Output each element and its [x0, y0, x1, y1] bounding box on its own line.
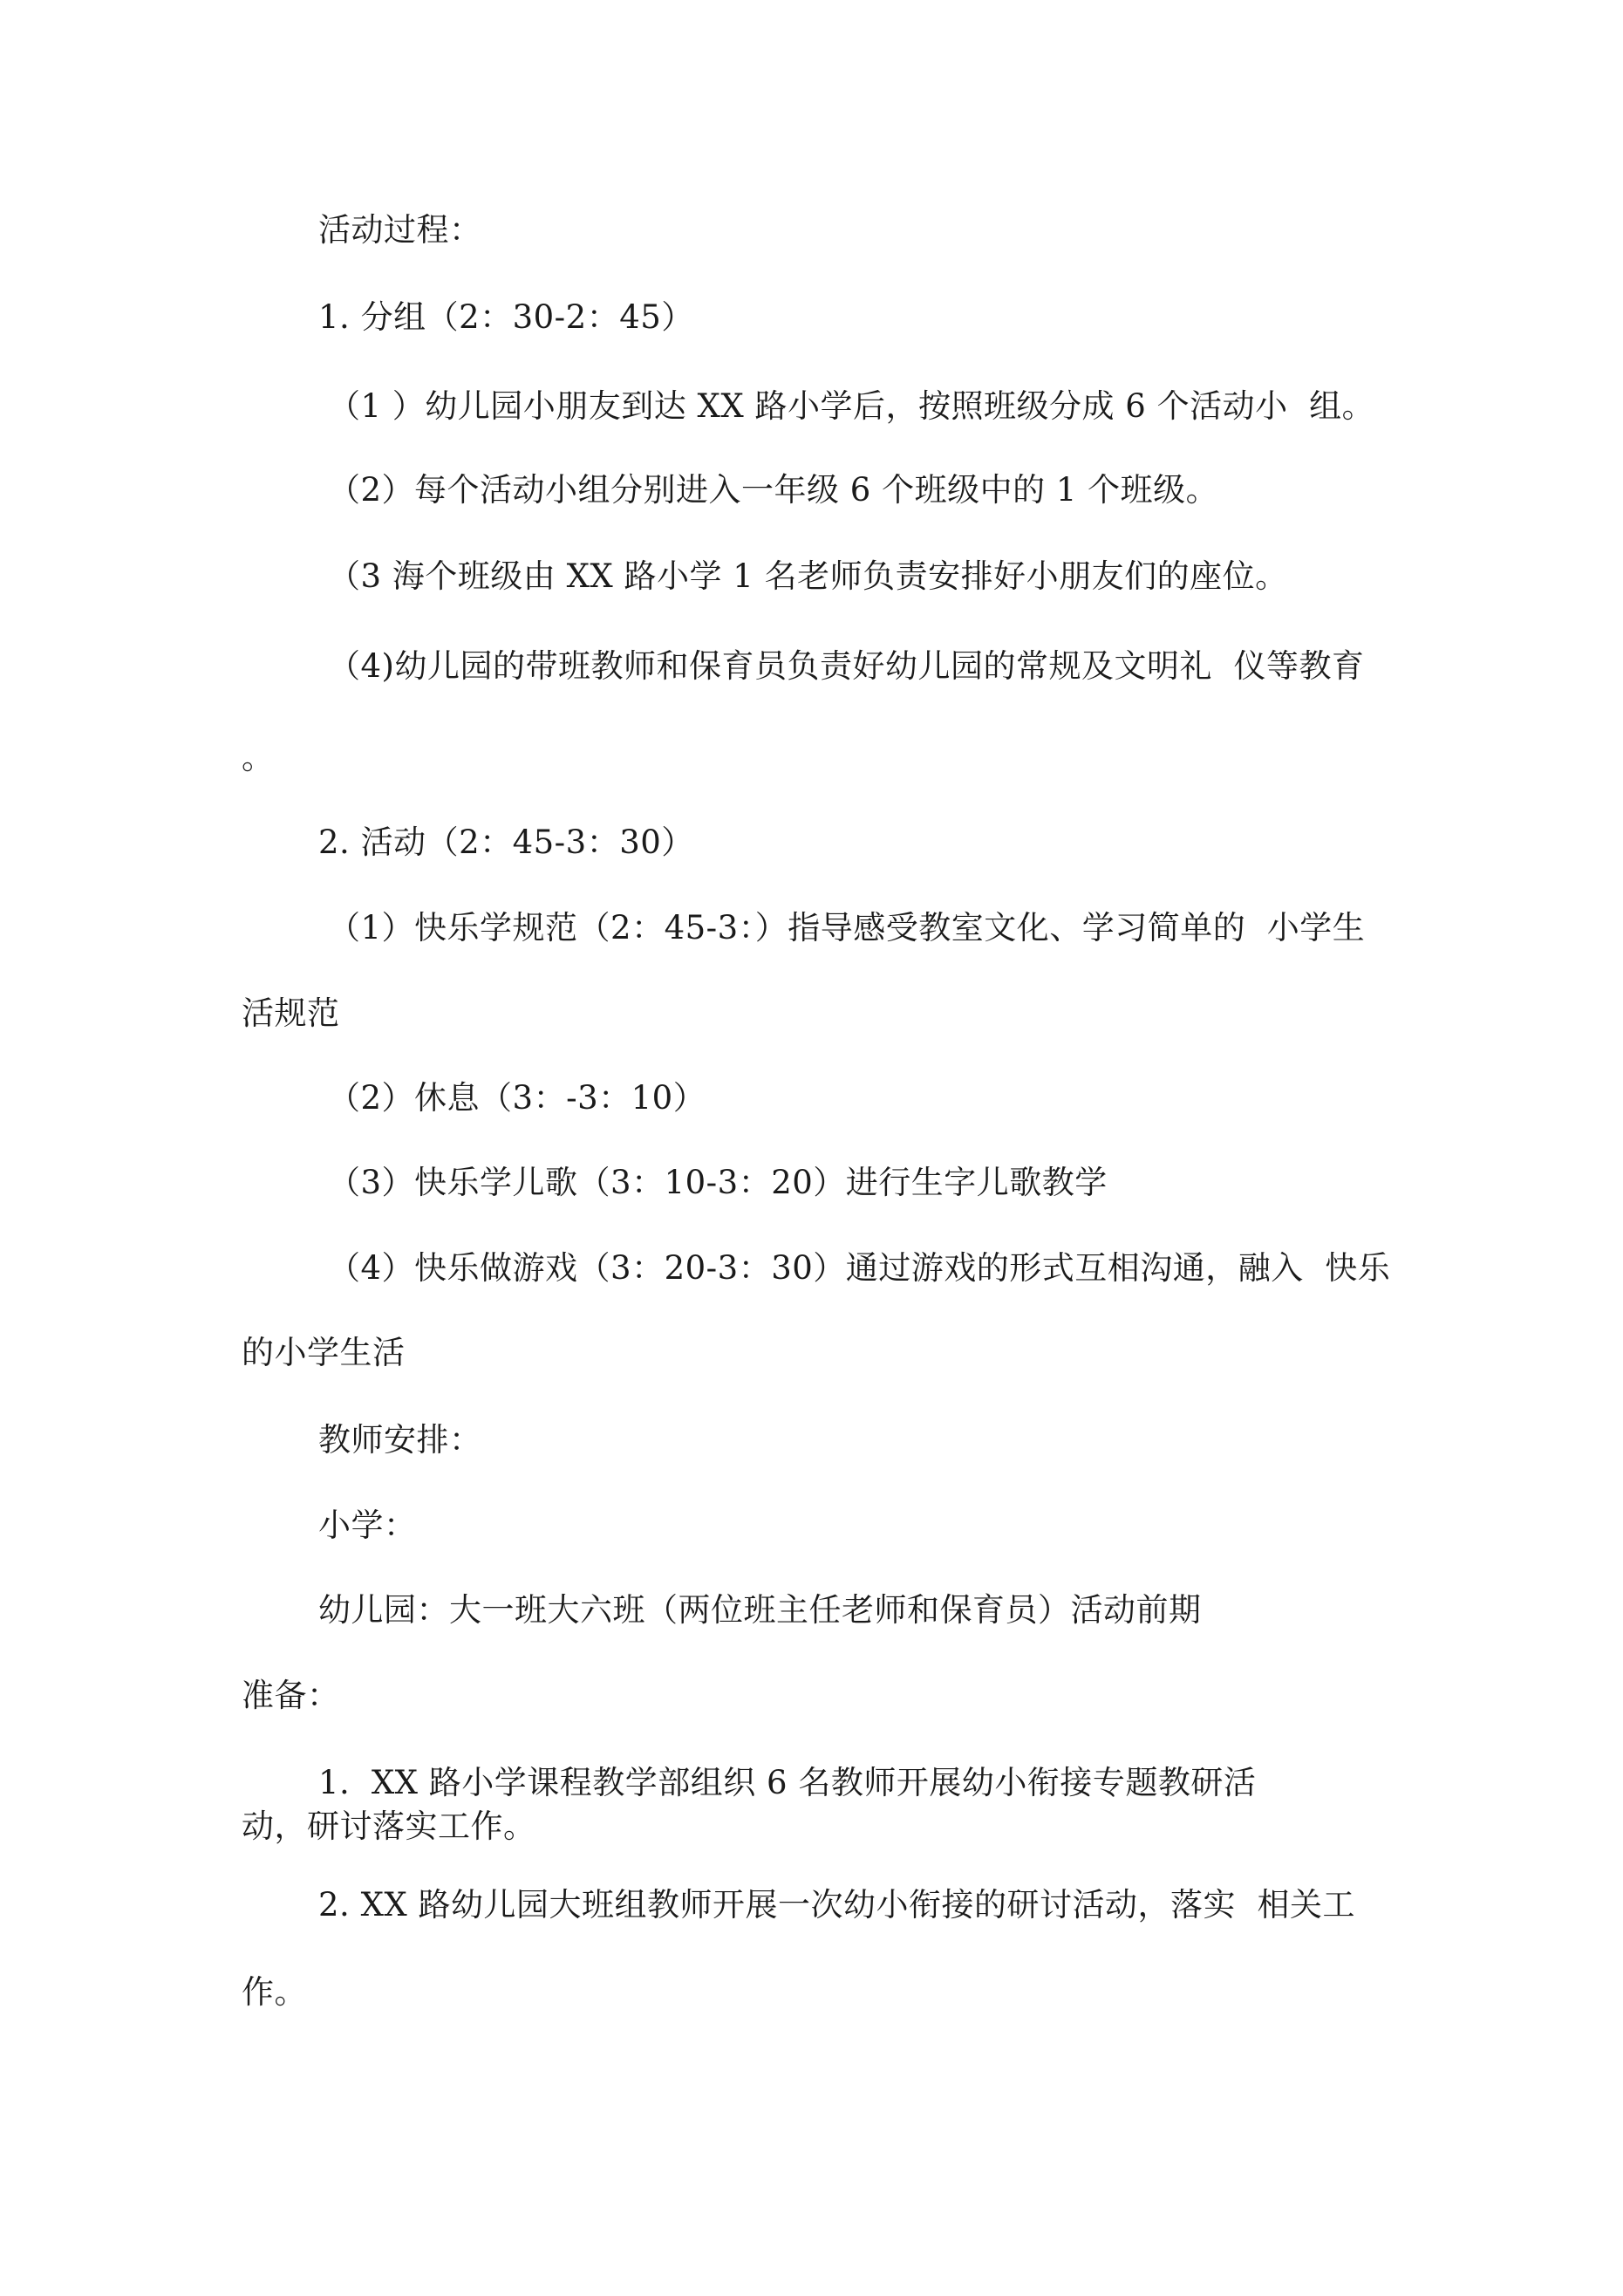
- activity-item-1: （1）快乐学规范（2：45-3：）指导感受教室文化、学习简单的 小学生: [328, 909, 1366, 946]
- preparation-item-1-continuation: 动，研讨落实工作。: [242, 1807, 536, 1845]
- preparation-item-2-continuation: 作。: [242, 1973, 307, 2011]
- teachers-primary-school: 小学：: [318, 1507, 417, 1544]
- preparation-heading: 准备：: [242, 1677, 340, 1714]
- section-heading-process: 活动过程：: [318, 211, 482, 249]
- activity-item-2: （2）休息（3：-3：10）: [328, 1079, 706, 1117]
- grouping-item-4: （4)幼儿园的带班教师和保育员负责好幼儿园的常规及文明礼 仪等教育: [328, 647, 1365, 685]
- activity-item-4: （4）快乐做游戏（3：20-3：30）通过游戏的形式互相沟通，融入 快乐: [328, 1249, 1391, 1287]
- grouping-item-1: （1 ）幼儿园小朋友到达 XX 路小学后，按照班级分成 6 个活动小 组。: [328, 387, 1375, 425]
- step-heading-grouping: 1. 分组（2：30-2：45）: [318, 298, 694, 336]
- preparation-item-1: 1. XX 路小学课程教学部组织 6 名教师开展幼小衔接专题教研活: [318, 1764, 1257, 1801]
- step-heading-activity: 2. 活动（2：45-3：30）: [318, 823, 694, 861]
- activity-item-1-continuation: 活规范: [242, 994, 340, 1032]
- activity-item-4-continuation: 的小学生活: [242, 1334, 406, 1371]
- preparation-item-2: 2. XX 路幼儿园大班组教师开展一次幼小衔接的研讨活动，落实 相关工: [318, 1886, 1356, 1924]
- teachers-kindergarten: 幼儿园：大一班大六班（两位班主任老师和保育员）活动前期: [318, 1591, 1202, 1629]
- grouping-item-2: （2）每个活动小组分别进入一年级 6 个班级中的 1 个班级。: [328, 471, 1219, 509]
- activity-item-3: （3）快乐学儿歌（3：10-3：20）进行生字儿歌教学: [328, 1164, 1108, 1201]
- section-heading-teachers: 教师安排：: [318, 1421, 482, 1459]
- grouping-item-4-continuation: 。: [242, 739, 275, 776]
- grouping-item-3: （3 海个班级由 XX 路小学 1 名老师负责安排好小朋友们的座位。: [328, 557, 1288, 595]
